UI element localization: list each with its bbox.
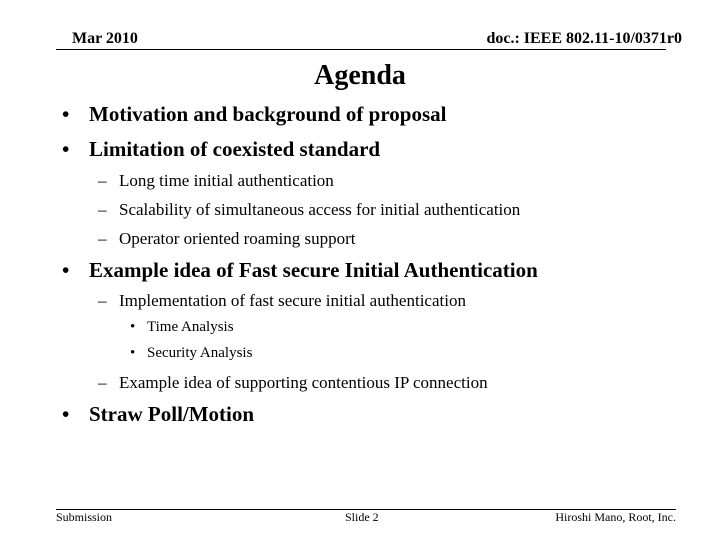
header-rule bbox=[56, 49, 666, 50]
sub-item bbox=[98, 229, 356, 249]
bullet-marker: • bbox=[130, 319, 136, 335]
footer-slide-number: Slide 2 bbox=[345, 510, 379, 524]
sub-item-text: Long time initial authentication bbox=[119, 171, 334, 190]
header-date: Mar 2010 bbox=[72, 30, 138, 47]
bullet-text: Example idea of Fast secure Initial Authentication bbox=[89, 258, 538, 282]
bullet-straw-poll bbox=[62, 402, 254, 427]
bullet-motivation bbox=[62, 102, 446, 127]
dash-marker: – bbox=[98, 229, 107, 248]
dash-marker: – bbox=[98, 373, 107, 392]
footer-submission: Submission bbox=[56, 510, 113, 524]
bullet-text: Limitation of coexisted standard bbox=[89, 137, 381, 161]
bullet-marker: • bbox=[130, 345, 136, 361]
sub-sub-item-text: Time Analysis bbox=[147, 319, 234, 335]
dash-marker: – bbox=[98, 200, 107, 219]
dash-marker: – bbox=[98, 171, 107, 190]
bullet-text: Straw Poll/Motion bbox=[89, 402, 255, 426]
sub-sub-item bbox=[130, 345, 252, 362]
sub-item-text: Scalability of simultaneous access for initial authentication bbox=[119, 200, 521, 219]
bullet-text: Motivation and background of proposal bbox=[89, 102, 447, 126]
bullet-example-idea bbox=[62, 258, 538, 283]
sub-item-text: Example idea of supporting contentious IP connection bbox=[119, 373, 488, 392]
bullet-marker: • bbox=[62, 137, 70, 161]
bullet-limitation bbox=[62, 137, 380, 162]
sub-item bbox=[98, 171, 334, 191]
bullet-marker: • bbox=[62, 258, 70, 282]
bullet-marker: • bbox=[62, 402, 70, 426]
sub-sub-item bbox=[130, 319, 234, 336]
footer-author: Hiroshi Mano, Root, Inc. bbox=[555, 510, 676, 524]
sub-item bbox=[98, 291, 466, 311]
sub-item-text: Operator oriented roaming support bbox=[119, 229, 356, 248]
dash-marker: – bbox=[98, 291, 107, 310]
sub-item bbox=[98, 200, 520, 220]
bullet-marker: • bbox=[62, 102, 70, 126]
sub-sub-item-text: Security Analysis bbox=[147, 345, 253, 361]
sub-item bbox=[98, 373, 488, 393]
sub-item-text: Implementation of fast secure initial authentication bbox=[119, 291, 466, 310]
header-doc-id: doc.: IEEE 802.11-10/0371r0 bbox=[486, 30, 682, 47]
slide-title: Agenda bbox=[314, 60, 406, 91]
